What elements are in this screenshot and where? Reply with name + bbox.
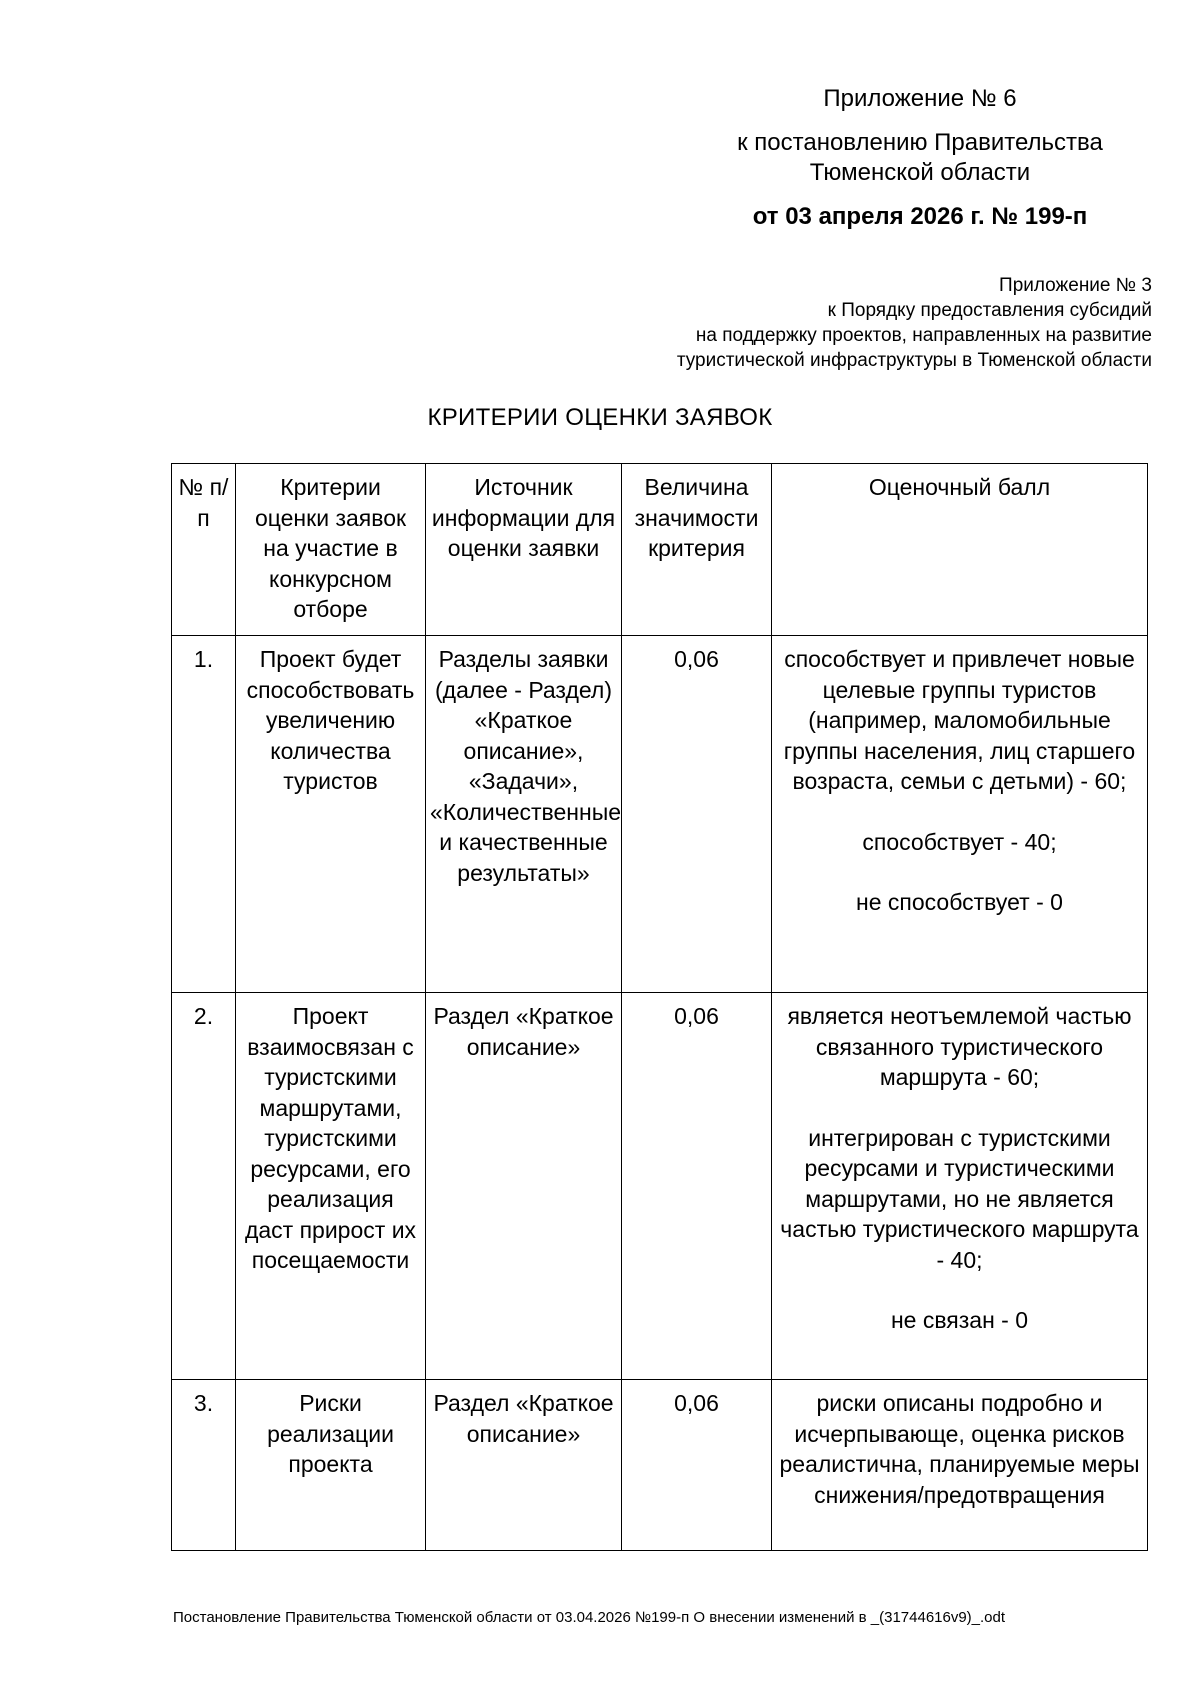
appendix-main-reference: к постановлению Правительства	[737, 129, 1103, 156]
appendix-sub-block	[592, 273, 1152, 373]
row-weight: 0,06	[622, 1380, 772, 1551]
appendix-main-block	[700, 84, 1140, 232]
footer-filename: Постановление Правительства Тюменской области от 03.04.2026 №199-п О внесении изменений в _(31744616v9)_.odt	[173, 1609, 1006, 1626]
row-number: 2.	[172, 993, 236, 1380]
header-weight: Величина значимости критерия	[622, 464, 772, 636]
table-row	[172, 636, 1148, 993]
table-header-row	[172, 464, 1148, 636]
table-row	[172, 993, 1148, 1380]
row-criterion: Проект взаимосвязан с туристскими маршрутами, туристскими ресурсами, его реализация даст прирост их посещаемости	[236, 993, 426, 1380]
appendix-sub-line-4: туристической инфраструктуры в Тюменской области	[676, 350, 1152, 371]
row-scores	[772, 636, 1148, 993]
row-scores	[772, 1380, 1148, 1551]
row-source: Раздел «Краткое описание»	[426, 1380, 622, 1551]
score-option: интегрирован с туристскими ресурсами и туристическими маршрутами, но не является частью туристического маршрута - 40;	[780, 1124, 1139, 1273]
row-source: Раздел «Краткое описание»	[426, 993, 622, 1380]
header-number: № п/п	[172, 464, 236, 636]
header-source: Источник информации для оценки заявки	[426, 464, 622, 636]
table-row	[172, 1380, 1148, 1551]
appendix-main-date: от 03 апреля 2026 г. № 199-п	[752, 203, 1088, 230]
appendix-sub-number: Приложение № 3	[999, 275, 1152, 296]
score-option: риски описаны подробно и исчерпывающе, оценка рисков реалистична, планируемые меры снижения/предотвращения	[779, 1390, 1140, 1508]
header-criterion: Критерии оценки заявок на участие в конкурсном отборе	[236, 464, 426, 636]
appendix-main-region: Тюменской области	[809, 159, 1031, 186]
row-weight: 0,06	[622, 636, 772, 993]
row-criterion: Риски реализации проекта	[236, 1380, 426, 1551]
row-source: Разделы заявки (далее - Раздел) «Краткое описание», «Задачи», «Количественные и качественные результаты»	[426, 636, 622, 993]
score-option: способствует и привлечет новые целевые группы туристов (например, маломобильные группы населения, лиц старшего возраста, семьи с детьми) - 60;	[783, 646, 1136, 794]
row-number: 1.	[172, 636, 236, 993]
document-title: КРИТЕРИИ ОЦЕНКИ ЗАЯВОК	[427, 404, 773, 431]
appendix-main-number: Приложение № 6	[823, 85, 1017, 112]
row-scores	[772, 993, 1148, 1380]
score-option: способствует - 40;	[862, 828, 1057, 855]
row-weight: 0,06	[622, 993, 772, 1380]
header-score: Оценочный балл	[772, 464, 1148, 636]
score-option: не связан - 0	[890, 1307, 1029, 1333]
score-option: не способствует - 0	[856, 889, 1063, 915]
criteria-table	[171, 463, 1148, 1551]
appendix-sub-line-3: на поддержку проектов, направленных на развитие	[695, 325, 1152, 346]
score-option: является неотъемлемой частью связанного туристического маршрута - 60;	[787, 1003, 1132, 1090]
row-number: 3.	[172, 1380, 236, 1551]
appendix-sub-line-2: к Порядку предоставления субсидий	[827, 300, 1152, 321]
row-criterion: Проект будет способствовать увеличению количества туристов	[236, 636, 426, 993]
